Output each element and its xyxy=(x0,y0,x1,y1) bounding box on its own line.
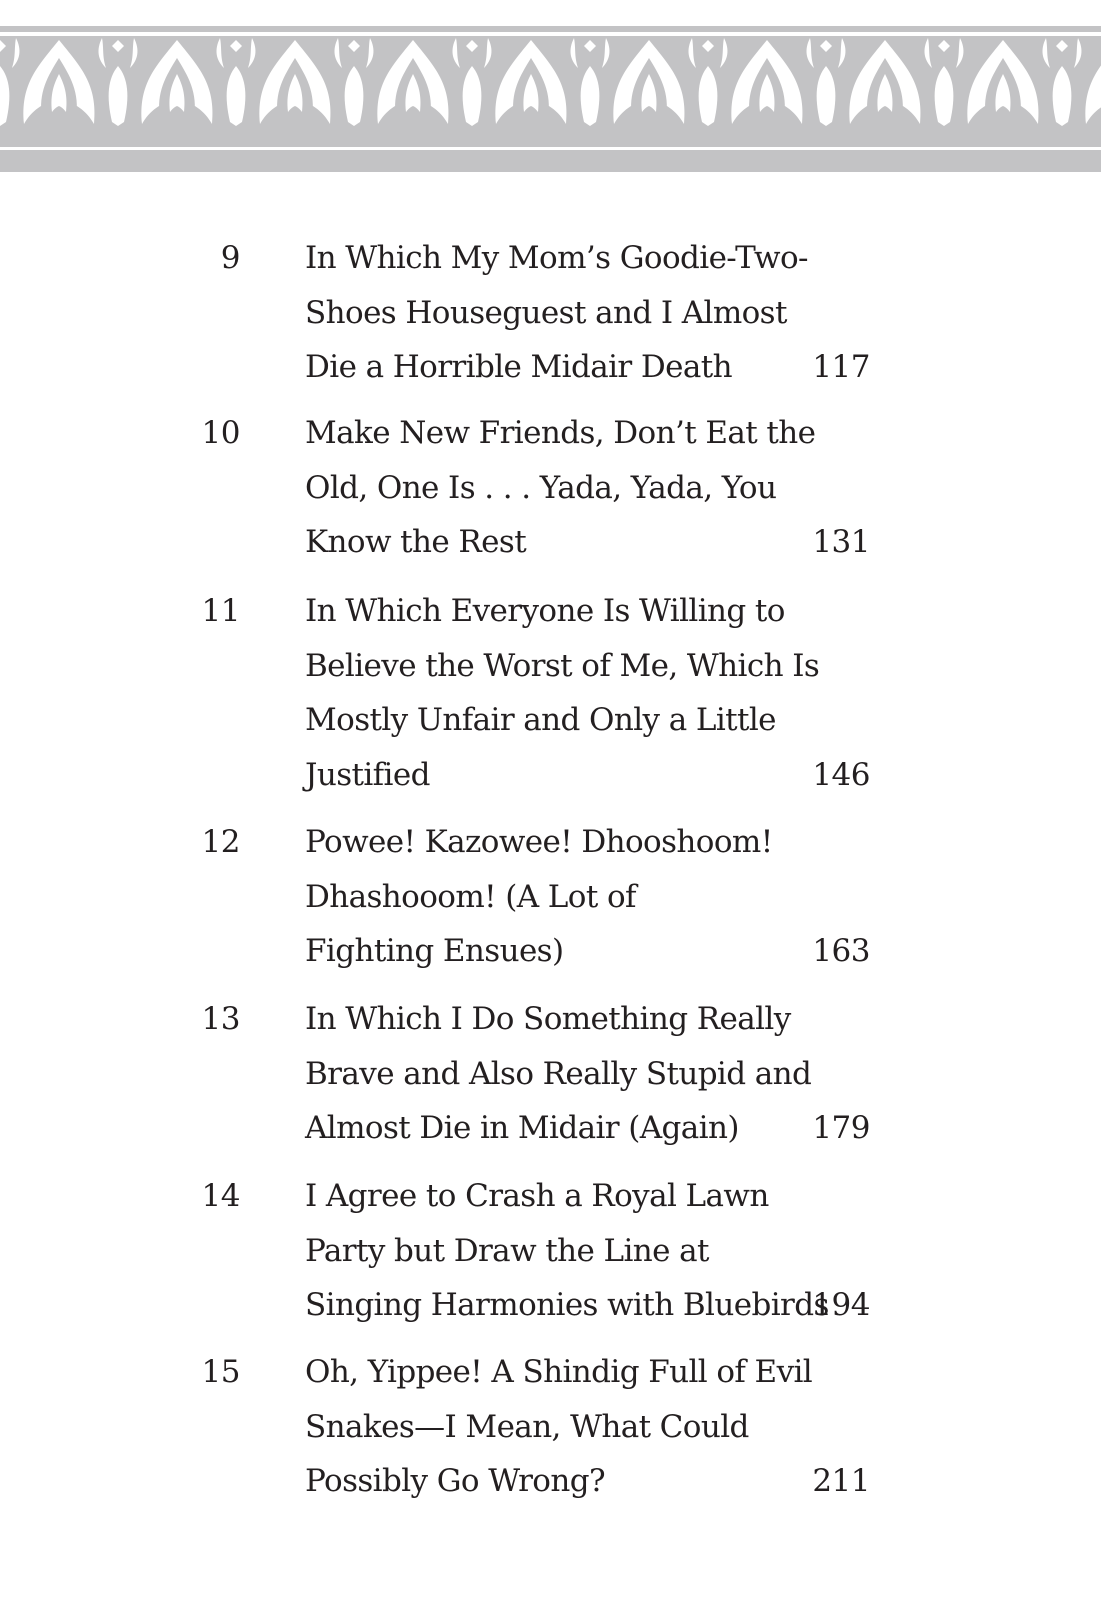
chapter-title-line: Believe the Worst of Me, Which Is xyxy=(305,647,820,684)
chapter-title-line: In Which My Mom’s Goodie-Two- xyxy=(305,240,808,276)
chapter-title-line: Snakes—I Mean, What Could xyxy=(305,1408,749,1445)
chapter-number: 12 xyxy=(201,824,240,860)
page-number: 179 xyxy=(812,1110,870,1146)
chapter-title-line: Party but Draw the Line at xyxy=(305,1232,709,1269)
chapter-title-line: Singing Harmonies with Bluebirds xyxy=(305,1287,829,1323)
chapter-title-line: Fighting Ensues) xyxy=(305,933,564,969)
chapter-title-line: Mostly Unfair and Only a Little xyxy=(305,702,776,738)
decorative-border xyxy=(0,26,1101,172)
page-number: 163 xyxy=(812,933,870,969)
chapter-title-line: Shoes Houseguest and I Almost xyxy=(305,294,787,331)
page-number: 211 xyxy=(812,1463,870,1499)
chapter-title-line: Oh, Yippee! A Shindig Full of Evil xyxy=(305,1354,813,1390)
page-number: 194 xyxy=(812,1287,870,1323)
chapter-title-line: Old, One Is . . . Yada, Yada, You xyxy=(305,469,777,506)
chapter-title-line: Make New Friends, Don’t Eat the xyxy=(305,415,816,451)
chapter-title-line: In Which Everyone Is Willing to xyxy=(305,593,785,629)
chapter-number: 13 xyxy=(201,1001,240,1037)
chapter-title-line: In Which I Do Something Really xyxy=(305,1001,791,1037)
page-number: 117 xyxy=(812,349,870,385)
chapter-title-line: Possibly Go Wrong? xyxy=(305,1463,605,1499)
chapter-title-line: Know the Rest xyxy=(305,524,527,560)
chapter-number: 10 xyxy=(201,415,240,451)
chapter-number: 11 xyxy=(201,593,240,629)
page-number: 146 xyxy=(812,756,870,793)
chapter-title-line: Dhashooom! (A Lot of xyxy=(305,878,636,915)
page-number: 131 xyxy=(812,524,870,560)
chapter-title-line: Justified xyxy=(305,756,430,793)
chapter-title-line: Powee! Kazowee! Dhooshoom! xyxy=(305,824,773,860)
chapter-title-line: I Agree to Crash a Royal Lawn xyxy=(305,1178,769,1214)
chapter-title-line: Brave and Also Really Stupid and xyxy=(305,1055,812,1092)
chapter-number: 9 xyxy=(220,240,240,276)
chapter-number: 14 xyxy=(201,1178,240,1214)
chapter-title-line: Almost Die in Midair (Again) xyxy=(305,1110,739,1146)
chapter-title-line: Die a Horrible Midair Death xyxy=(305,349,732,385)
chapter-number: 15 xyxy=(201,1354,240,1390)
